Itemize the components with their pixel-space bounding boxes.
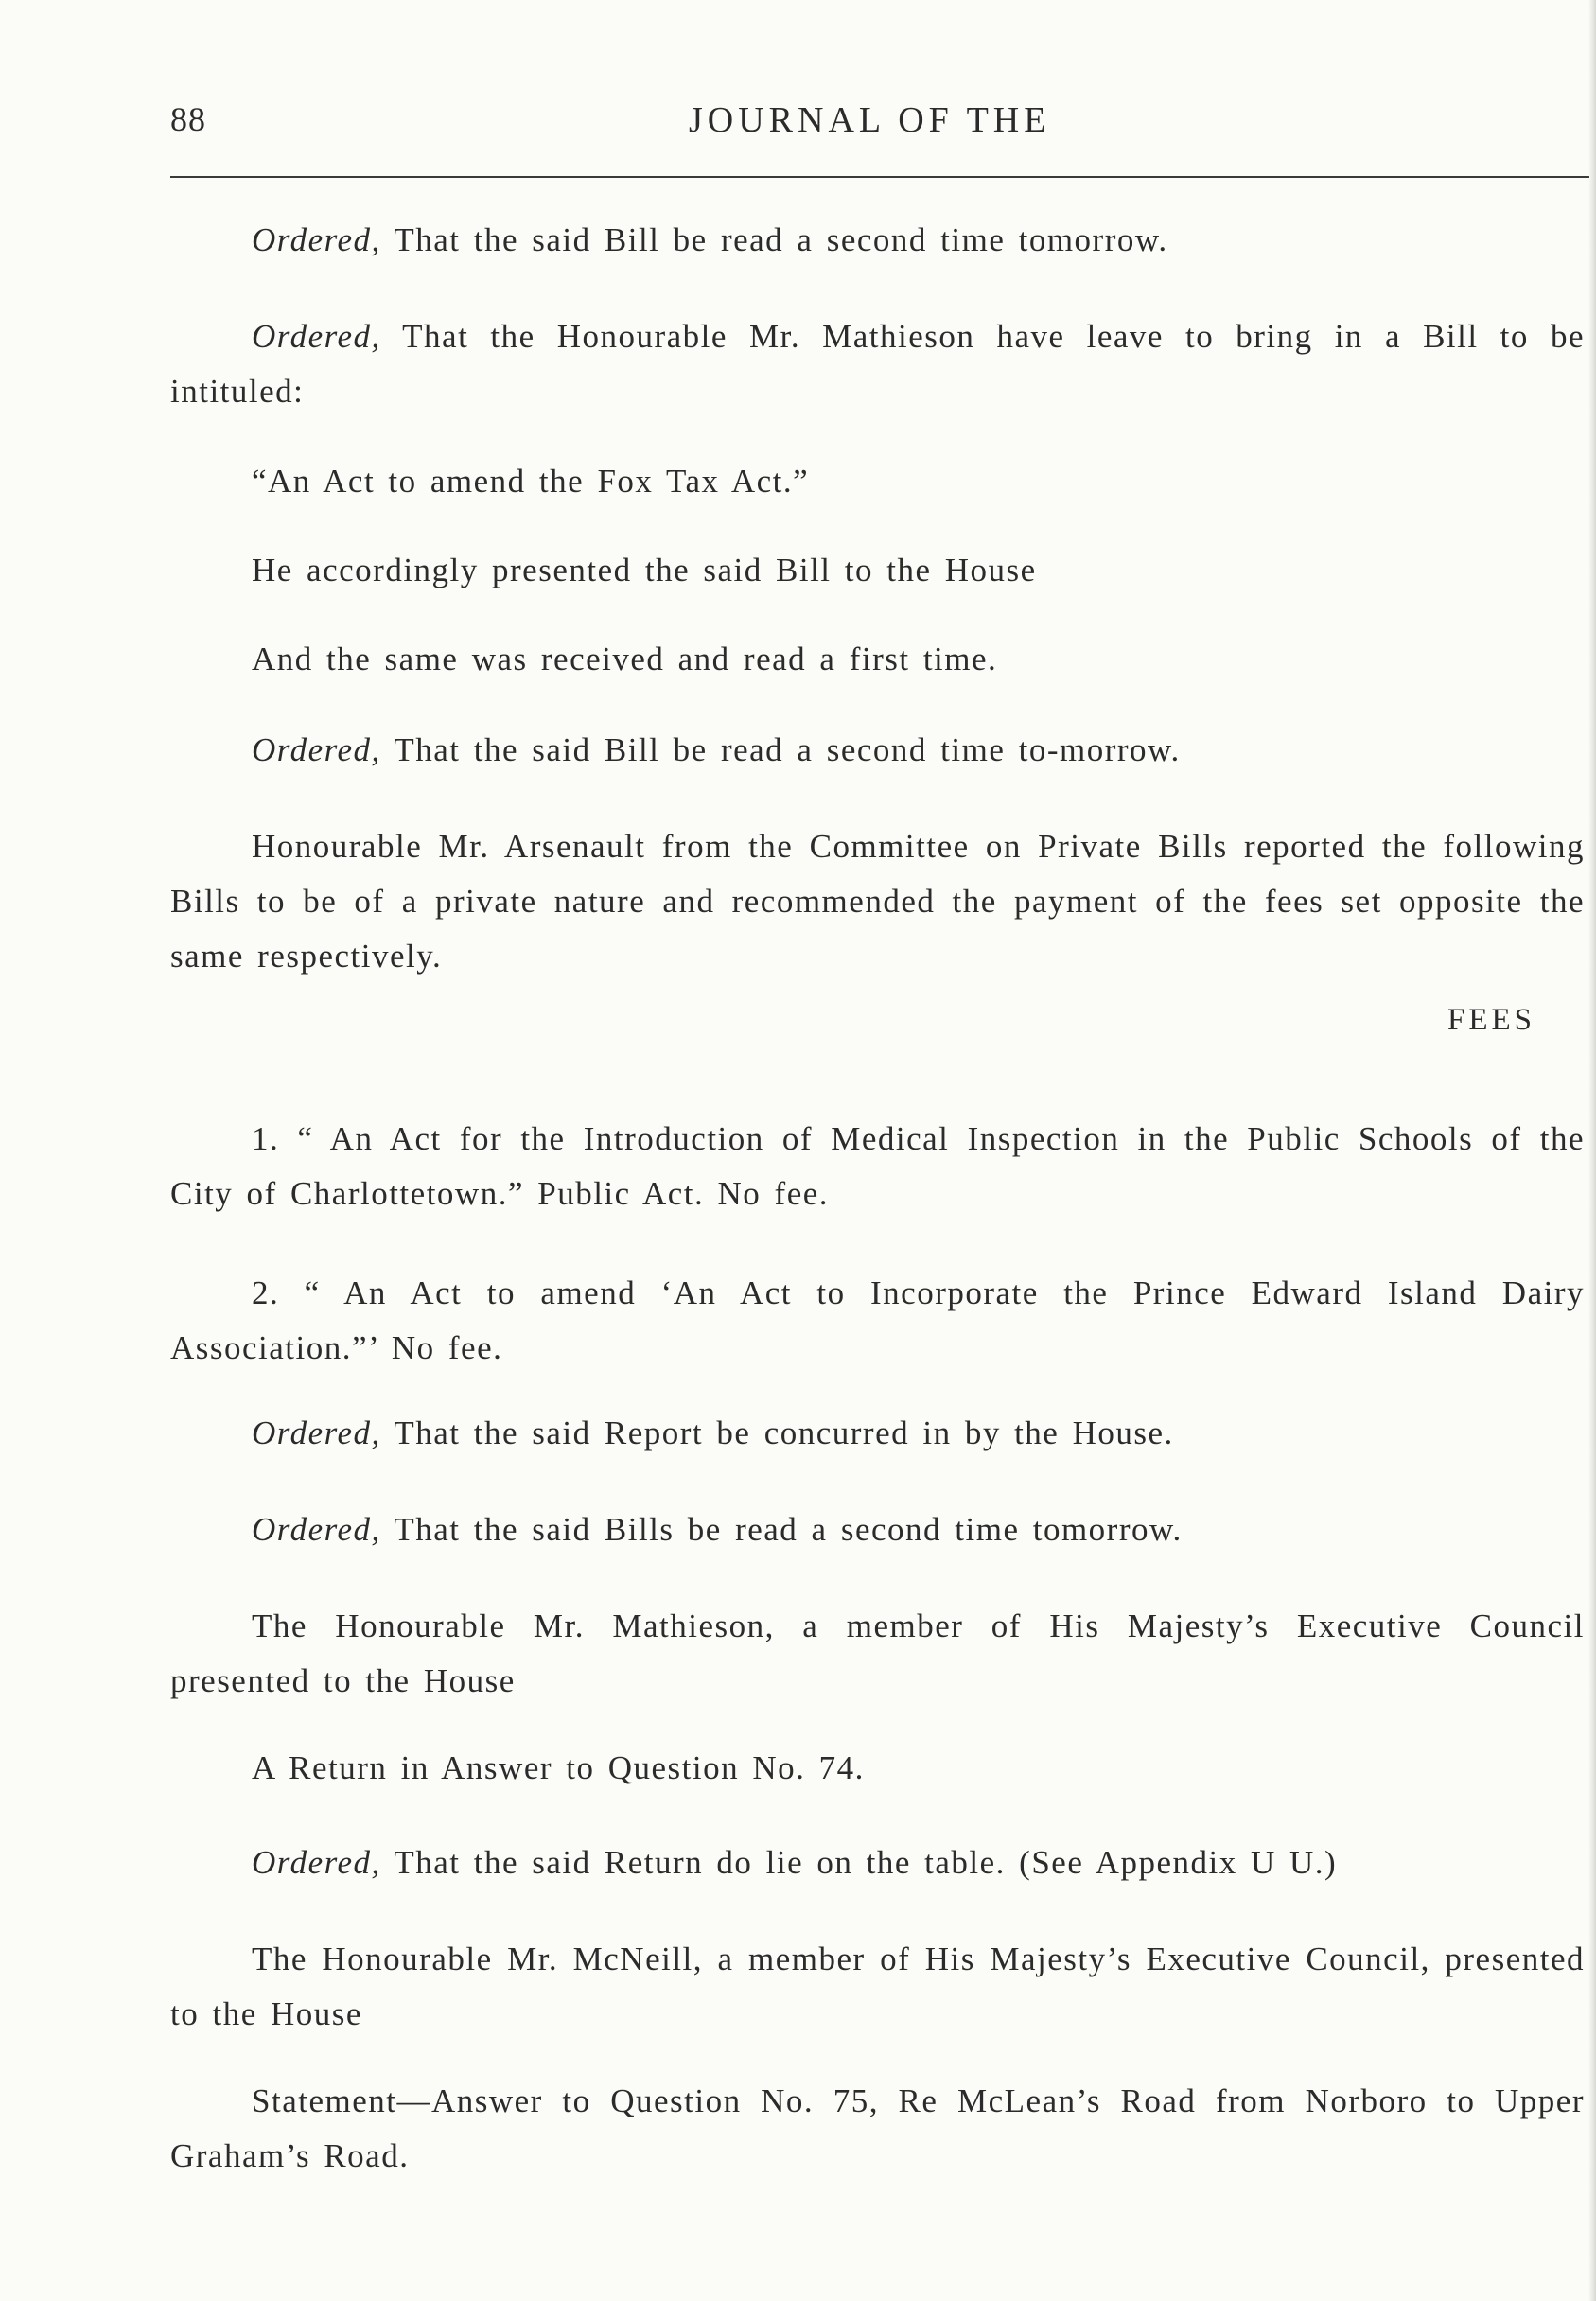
page-edge-shadow <box>1588 0 1596 2301</box>
paragraph-text: Honourable Mr. Arsenault from the Committee on Private Bills reported the following Bills to be of a private nature and recommended the payment of the fees set opposite the same respectively. <box>170 828 1585 975</box>
paragraph-text: He accordingly presented the said Bill to the House <box>252 552 1037 588</box>
ordered-label: Ordered, <box>252 1414 381 1451</box>
paragraph-ordered-leave-bill <box>170 309 1585 419</box>
ordered-label: Ordered, <box>252 1844 381 1881</box>
paragraph-text: A Return in Answer to Question No. 74. <box>252 1749 865 1786</box>
paragraph-text: Statement—Answer to Question No. 75, Re McLean’s Road from Norboro to Upper Graham’s Road. <box>170 2082 1585 2174</box>
fees-heading: FEES <box>1447 1003 1536 1037</box>
paragraph-ordered-second-reading <box>170 213 1585 268</box>
ordered-label: Ordered, <box>252 1511 381 1548</box>
paragraph-committee-report <box>170 819 1585 984</box>
paragraph-return-74 <box>170 1741 1585 1796</box>
paragraph-text: That the said Return do lie on the table. (See Appendix U U.) <box>380 1844 1338 1881</box>
paragraph-text: 2. “ An Act to amend ‘An Act to Incorporate the Prince Edward Island Dairy Association.”’ No fee. <box>170 1274 1585 1366</box>
paragraph-presented <box>170 543 1585 598</box>
paragraph-bill-title <box>170 454 1585 509</box>
ordered-label: Ordered, <box>252 731 381 768</box>
paragraph-ordered-tomorrow <box>170 723 1585 778</box>
paragraph-text: That the said Report be concurred in by the House. <box>380 1414 1174 1451</box>
ordered-label: Ordered, <box>252 318 381 355</box>
paragraph-text: That the Honourable Mr. Mathieson have leave to bring in a Bill to be intituled: <box>170 318 1585 410</box>
ordered-label: Ordered, <box>252 221 381 258</box>
paragraph-text: That the said Bill be read a second time to-morrow. <box>380 731 1181 768</box>
header-rule <box>170 176 1589 178</box>
paragraph-first-reading <box>170 632 1585 687</box>
page-number: 88 <box>170 100 206 138</box>
paragraph-ordered-concurred <box>170 1406 1585 1461</box>
running-head: JOURNAL OF THE <box>689 100 1051 140</box>
paragraph-text: “An Act to amend the Fox Tax Act.” <box>252 463 810 500</box>
paragraph-ordered-bills-second <box>170 1502 1585 1557</box>
page-header <box>170 99 1589 156</box>
bill-item-1 <box>170 1112 1585 1221</box>
paragraph-text: That the said Bill be read a second time tomorrow. <box>380 221 1168 258</box>
paragraph-text: And the same was received and read a first time. <box>252 641 998 677</box>
paragraph-text: The Honourable Mr. McNeill, a member of His Majesty’s Executive Council, presented to the House <box>170 1941 1585 2032</box>
paragraph-mathieson-presented <box>170 1599 1585 1709</box>
paragraph-text: That the said Bills be read a second time tomorrow. <box>380 1511 1183 1548</box>
paragraph-mcneill-presented <box>170 1932 1585 2042</box>
paragraph-statement-75 <box>170 2074 1585 2184</box>
paragraph-text: 1. “ An Act for the Introduction of Medical Inspection in the Public Schools of the City of Charlottetown.” Public Act. No fee. <box>170 1120 1585 1212</box>
paragraph-text: The Honourable Mr. Mathieson, a member of His Majesty’s Executive Council presented to the House <box>170 1607 1585 1699</box>
paragraph-ordered-lie-table <box>170 1836 1585 1890</box>
bill-item-2 <box>170 1266 1585 1376</box>
